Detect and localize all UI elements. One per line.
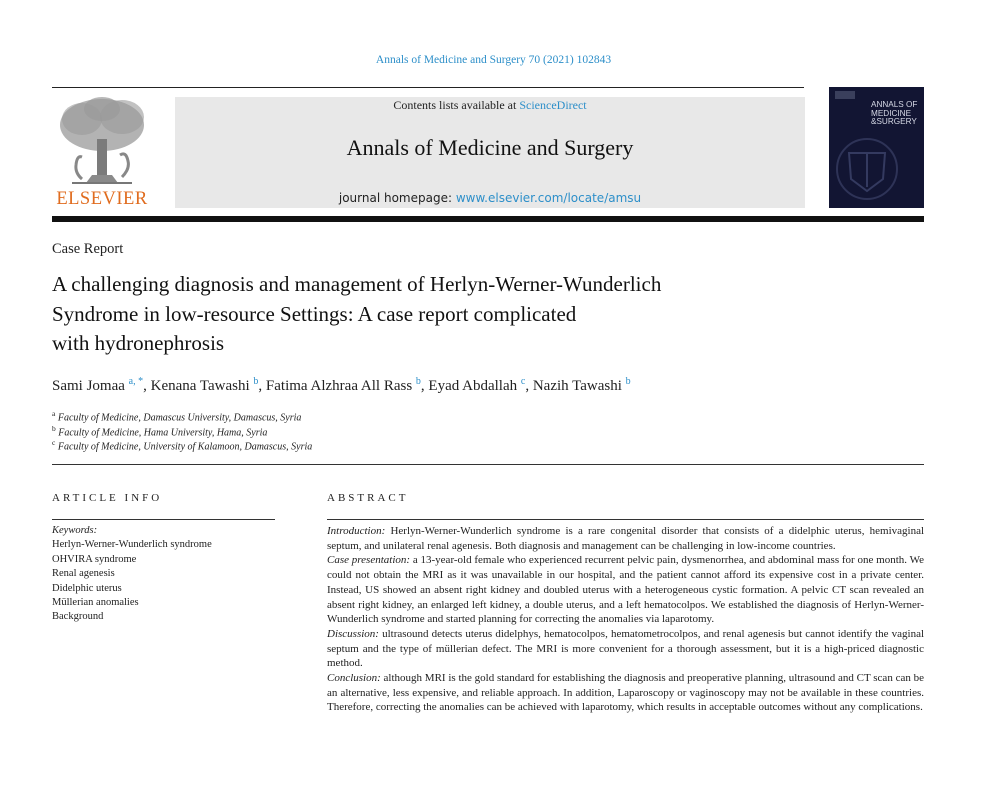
keyword-item: OHVIRA syndrome [52, 553, 137, 565]
publisher-logo[interactable] [52, 95, 152, 213]
keywords-label: Keywords: [52, 525, 98, 536]
keyword-item: Müllerian anomalies [52, 597, 139, 609]
elsevier-tree-icon [52, 95, 152, 187]
keyword-item: Didelphic uterus [52, 582, 122, 594]
abstract-section-label: Introduction: [327, 525, 386, 537]
journal-citation[interactable] [0, 54, 987, 66]
article-info-rule [52, 519, 275, 520]
title-line: A challenging diagnosis and management of Herlyn-Werner-Wunderlich [52, 272, 662, 296]
author-affiliation-ref[interactable]: b [253, 376, 259, 387]
author-affiliation-ref[interactable]: a, * [128, 376, 144, 387]
abstract-rule [327, 519, 924, 520]
article-info-heading: ARTICLE INFO [52, 492, 163, 504]
section-divider [52, 464, 924, 465]
article-title [52, 270, 852, 359]
keyword-item: Background [52, 611, 104, 623]
contents-text: Contents lists available at [393, 98, 520, 112]
keyword-item: Renal agenesis [52, 568, 115, 580]
abstract-paragraph [327, 671, 924, 715]
cover-title [871, 101, 923, 127]
affiliation-key: a [52, 409, 56, 418]
abstract-section-label: Discussion: [327, 627, 379, 640]
abstract-section-label: Case presentation: [327, 554, 411, 567]
author-name[interactable]: Kenana Tawashi [150, 378, 250, 394]
affiliation-key: c [52, 438, 56, 447]
keyword-item: Herlyn-Werner-Wunderlich syndrome [52, 539, 212, 551]
homepage-label: journal homepage: [338, 191, 456, 205]
abstract-body [327, 524, 924, 715]
journal-name: Annals of Medicine and Surgery [346, 135, 634, 160]
contents-line [175, 98, 805, 113]
abstract-section-label: Conclusion: [327, 672, 381, 685]
abstract-section-text: although MRI is the gold standard for establishing the diagnosis and preoperative planning, ultrasound and CT scan can be an alternative, less expensive, and reliable approach. In addition, Laparoscopy or vaginoscopy may not be available in these countries. Therefore, correcting the anomalies can be achieved with laparotomy, which results in acceptable outcomes without any complications. [327, 672, 924, 714]
affiliation-text: Faculty of Medicine, University of Kalamoon, Damascus, Syria [57, 441, 313, 453]
article-type: Case Report [52, 241, 124, 257]
header-top-rule [52, 87, 804, 88]
abstract-paragraph [327, 627, 924, 671]
header-bottom-rule [52, 216, 924, 222]
author-affiliation-ref[interactable]: c [520, 376, 526, 387]
author-list: Sami Jomaa $^{a, *}$, Kenana Tawashi $^b$, Fatima Alzhraa All Rass $^b$, Eyad Abdallah $^c$, Nazih Tawashi $^b$ [52, 376, 631, 394]
cover-title-line: &SURGERY [871, 117, 917, 127]
homepage-link[interactable]: www.elsevier.com/locate/amsu [455, 191, 642, 205]
abstract-paragraph [327, 553, 924, 627]
abstract-section-text: Herlyn-Werner-Wunderlich syndrome is a rare congenital disorder that consists of a didelphic uterus, hemivaginal septum, and unilateral renal agenesis. Both diagnosis and management can be challenging in low-income countries. [327, 525, 925, 552]
homepage-line [175, 191, 805, 205]
journal-cover[interactable] [829, 87, 924, 208]
citation-link[interactable]: Annals of Medicine and Surgery 70 (2021) 102843 [375, 54, 612, 66]
affiliation [52, 438, 312, 452]
author-affiliation-ref[interactable]: b [415, 376, 421, 387]
affiliation [52, 409, 301, 423]
abstract-section-text: a 13-year-old female who experienced recurrent pelvic pain, dysmenorrhea, and abdominal mass for one month. We could not obtain the MRI as it was unavailable in our hospital, and the patient cannot afford its expensive cost in a private center. Instead, US showed an absent right kidney and doubled uterus with a heterogeneous cystic formation. A pelvic CT scan revealed an absent right kidney, an enlarged left kidney, a double uterus, and a left hematocolpos. We established the diagnosis of Herlyn-Werner-Wunderlich syndrome and started planning for correcting the anomalies via laparotomy. [327, 554, 925, 626]
affiliation-text: Faculty of Medicine, Damascus University, Damascus, Syria [57, 412, 302, 424]
author-affiliation-ref[interactable]: b [625, 376, 631, 387]
title-line: Syndrome in low-resource Settings: A case report complicated [52, 301, 577, 326]
author-name[interactable]: Sami Jomaa [52, 378, 125, 394]
keywords-list [52, 524, 275, 625]
elsevier-wordmark: ELSEVIER [56, 189, 148, 209]
sciencedirect-link[interactable]: ScienceDirect [519, 98, 587, 112]
abstract-heading: ABSTRACT [327, 492, 409, 504]
cover-title-line: MEDICINE [871, 108, 912, 118]
cover-title-line: ANNALS OF [871, 100, 918, 109]
author-name[interactable]: Nazih Tawashi [532, 378, 622, 394]
title-line: with hydronephrosis [52, 331, 225, 355]
abstract-section-text: ultrasound detects uterus didelphys, hematocolpos, hematometrocolpos, and renal agenesis but cannot identify the vaginal septum and the type of müllerian defect. The MRI is more convenient for a thorough assessment, but it is a high-priced diagnostic method. [327, 627, 925, 670]
affiliation-text: Faculty of Medicine, Hama University, Hama, Syria [58, 427, 268, 439]
journal-banner [175, 97, 805, 208]
affiliation-key: b [52, 424, 56, 433]
author-name[interactable]: Eyad Abdallah [428, 378, 518, 394]
abstract-paragraph [327, 524, 924, 553]
affiliation [52, 424, 267, 438]
author-name[interactable]: Fatima Alzhraa All Rass [265, 378, 413, 394]
